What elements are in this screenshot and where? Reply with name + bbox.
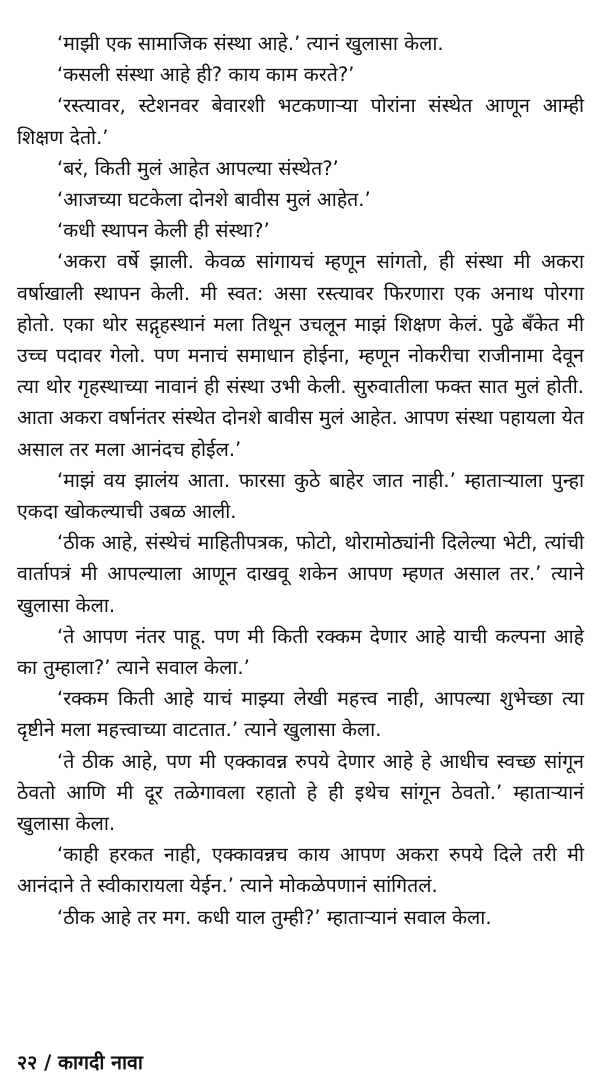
paragraph: ‘ते ठीक आहे, पण मी एक्कावन्न रुपये देणार आहे हे आधीच स्वच्छ सांगून ठेवतो आणि मी दूर तळेगावला रहातो हे ही इथेच सांगून ठेवतो.’ म्हाताऱ्यानं खुलासा केला. [17, 749, 584, 836]
paragraph: ‘ते आपण नंतर पाहू. पण मी किती रक्कम देणार आहे याची कल्पना आहे का तुम्हाला?’ त्याने सवाल केला.’ [17, 624, 584, 680]
paragraph: ‘आजच्या घटकेला दोनशे बावीस मुलं आहेत.’ [57, 188, 371, 212]
paragraph: ‘माझी एक सामाजिक संस्था आहे.’ त्यानं खुलासा केला. [57, 32, 444, 55]
paragraph: ‘ठीक आहे, संस्थेचं माहितीपत्रक, फोटो, थोरामोठ्यांनी दिलेल्या भेटी, त्यांची वार्तापत्रं मी आपल्याला आणून दाखवू शकेन आपण म्हणत असाल तर.’ त्याने खुलासा केला. [17, 531, 584, 617]
paragraph: ‘रक्कम किती आहे याचं माझ्या लेखी महत्त्व नाही, आपल्या शुभेच्छा त्या दृष्टीने मला महत्त्वाच्या वाटतात.’ त्याने खुलासा केला. [17, 687, 584, 742]
paragraph: ‘बरं, किती मुलं आहेत आपल्या संस्थेत?’ [57, 156, 339, 180]
paragraph: ‘अकरा वर्षे झाली. केवळ सांगायचं म्हणून सांगतो, ही संस्था मी अकरा वर्षाखाली स्थापन केली. मी स्वत: असा रस्त्यावर फिरणारा एक अनाथ पोरगा होतो. एका थोर सद्गृहस्थानं मला तिथून उचलून माझं शिक्षण केलं. पुढे बँकेत मी उच्च पदावर गेलो. पण मनाचं समाधान होईना, म्हणून नोकरीचा राजीनामा देवून त्या थोर गृहस्थाच्या नावानं ही संस्था उभी केली. सुरुवातीला फक्त सात मुलं होती. आता अकरा वर्षानंतर संस्थेत दोनशे बावीस मुलं आहेत. आपण संस्था पहायला येत असाल तर मला आनंदच होईल.’ [17, 250, 584, 461]
paragraph: ‘कधी स्थापन केली ही संस्था?’ [57, 219, 270, 243]
paragraph: ‘रस्त्यावर, स्टेशनवर बेवारशी भटकणाऱ्या पोरांना संस्थेत आणून आम्ही शिक्षण देतो.’ [17, 94, 584, 149]
paragraph: ‘ठीक आहे तर मग. कधी याल तुम्ही?’ म्हाताऱ्यानं सवाल केला. [57, 905, 492, 929]
paragraph: ‘माझं वय झालंय आता. फारसा कुठे बाहेर जात नाही.’ म्हाताऱ्याला पुन्हा एकदा खोकल्याची उबळ आली. [17, 468, 584, 524]
page-footer: २२ / कागदी नावा [17, 1051, 143, 1074]
paragraph: ‘काही हरकत नाही, एक्कावन्नच काय आपण अकरा रुपये दिले तरी मी आनंदाने ते स्वीकारायला येईन.’ त्याने मोकळेपणानं सांगितलं. [17, 843, 584, 898]
paragraph: ‘कसली संस्था आहे ही? काय काम करते?’ [57, 63, 355, 87]
